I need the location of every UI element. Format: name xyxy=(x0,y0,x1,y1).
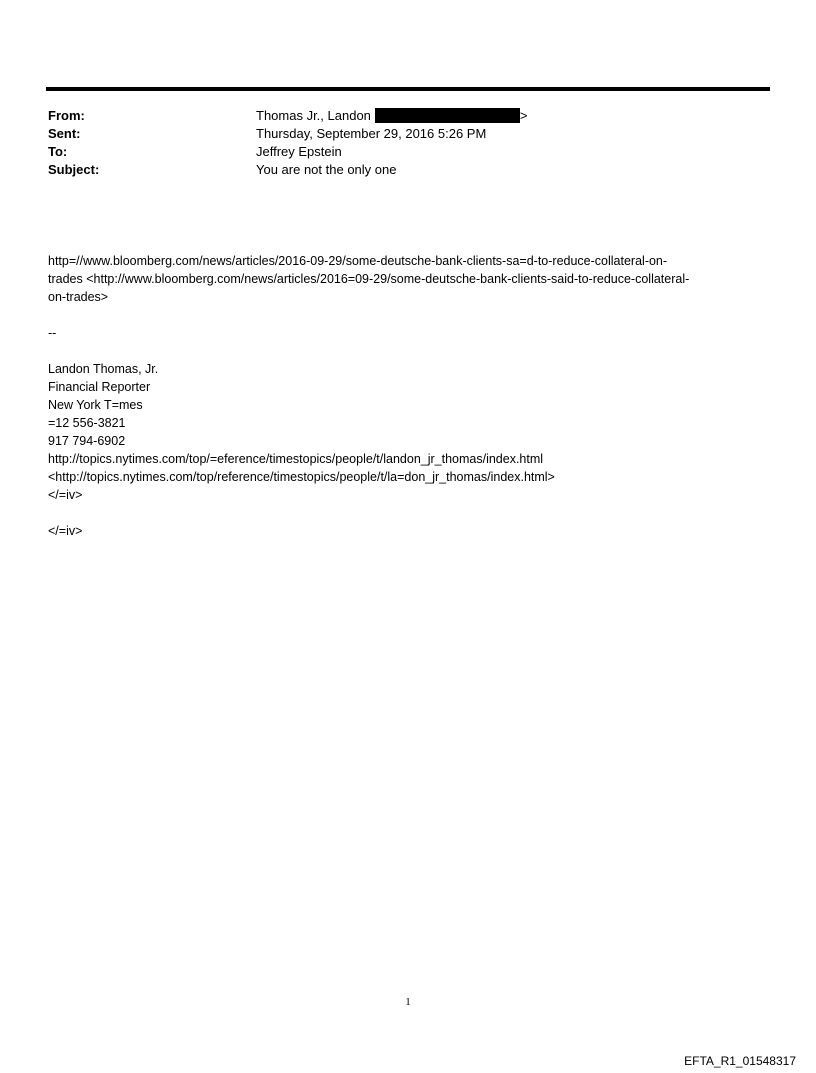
article-link-line: trades <http://www.bloomberg.com/news/articles/2016=09-29/some-deutsche-bank-clients-said-to-reduce-collateral- xyxy=(48,272,690,286)
article-link-line: http=//www.bloomberg.com/news/articles/2016-09-29/some-deutsche-bank-clients-sa=d-to-reduce-collateral-on- xyxy=(48,254,668,268)
signature-name: Landon Thomas, Jr. xyxy=(48,362,159,376)
closing-tag: </=iv> xyxy=(48,524,83,538)
subject-row xyxy=(48,161,768,179)
signature-link: <http://topics.nytimes.com/top/reference/timestopics/people/t/la=don_jr_thomas/index.html> xyxy=(48,470,555,484)
signature-link: http://topics.nytimes.com/top/=eference/timestopics/people/t/landon_jr_thomas/index.html xyxy=(48,452,544,466)
from-suffix: > xyxy=(519,108,528,123)
from-name: Thomas Jr., Landon xyxy=(256,108,371,123)
signature-tag: </=iv> xyxy=(48,488,83,502)
sent-value: Thursday, September 29, 2016 5:26 PM xyxy=(256,126,487,141)
article-link-line: on-trades> xyxy=(48,290,109,304)
sent-label: Sent: xyxy=(48,126,81,141)
to-label: To: xyxy=(48,144,68,159)
email-body xyxy=(48,252,768,540)
from-label: From: xyxy=(48,108,85,123)
from-value xyxy=(256,107,768,125)
subject-value: You are not the only one xyxy=(256,162,397,177)
subject-label: Subject: xyxy=(48,162,100,177)
signature-phone: 917 794-6902 xyxy=(48,434,126,448)
redaction-block xyxy=(375,108,520,123)
from-row xyxy=(48,107,768,125)
page-number: 1 xyxy=(405,996,411,1008)
signature-organization: New York T=mes xyxy=(48,398,143,412)
email-header xyxy=(48,107,768,179)
to-value: Jeffrey Epstein xyxy=(256,144,342,159)
signature-separator: -- xyxy=(48,326,57,340)
signature-phone: =12 556-3821 xyxy=(48,416,126,430)
header-rule xyxy=(46,87,770,91)
signature-title: Financial Reporter xyxy=(48,380,151,394)
document-id: EFTA_R1_01548317 xyxy=(684,1054,796,1068)
sent-row xyxy=(48,125,768,143)
to-row xyxy=(48,143,768,161)
